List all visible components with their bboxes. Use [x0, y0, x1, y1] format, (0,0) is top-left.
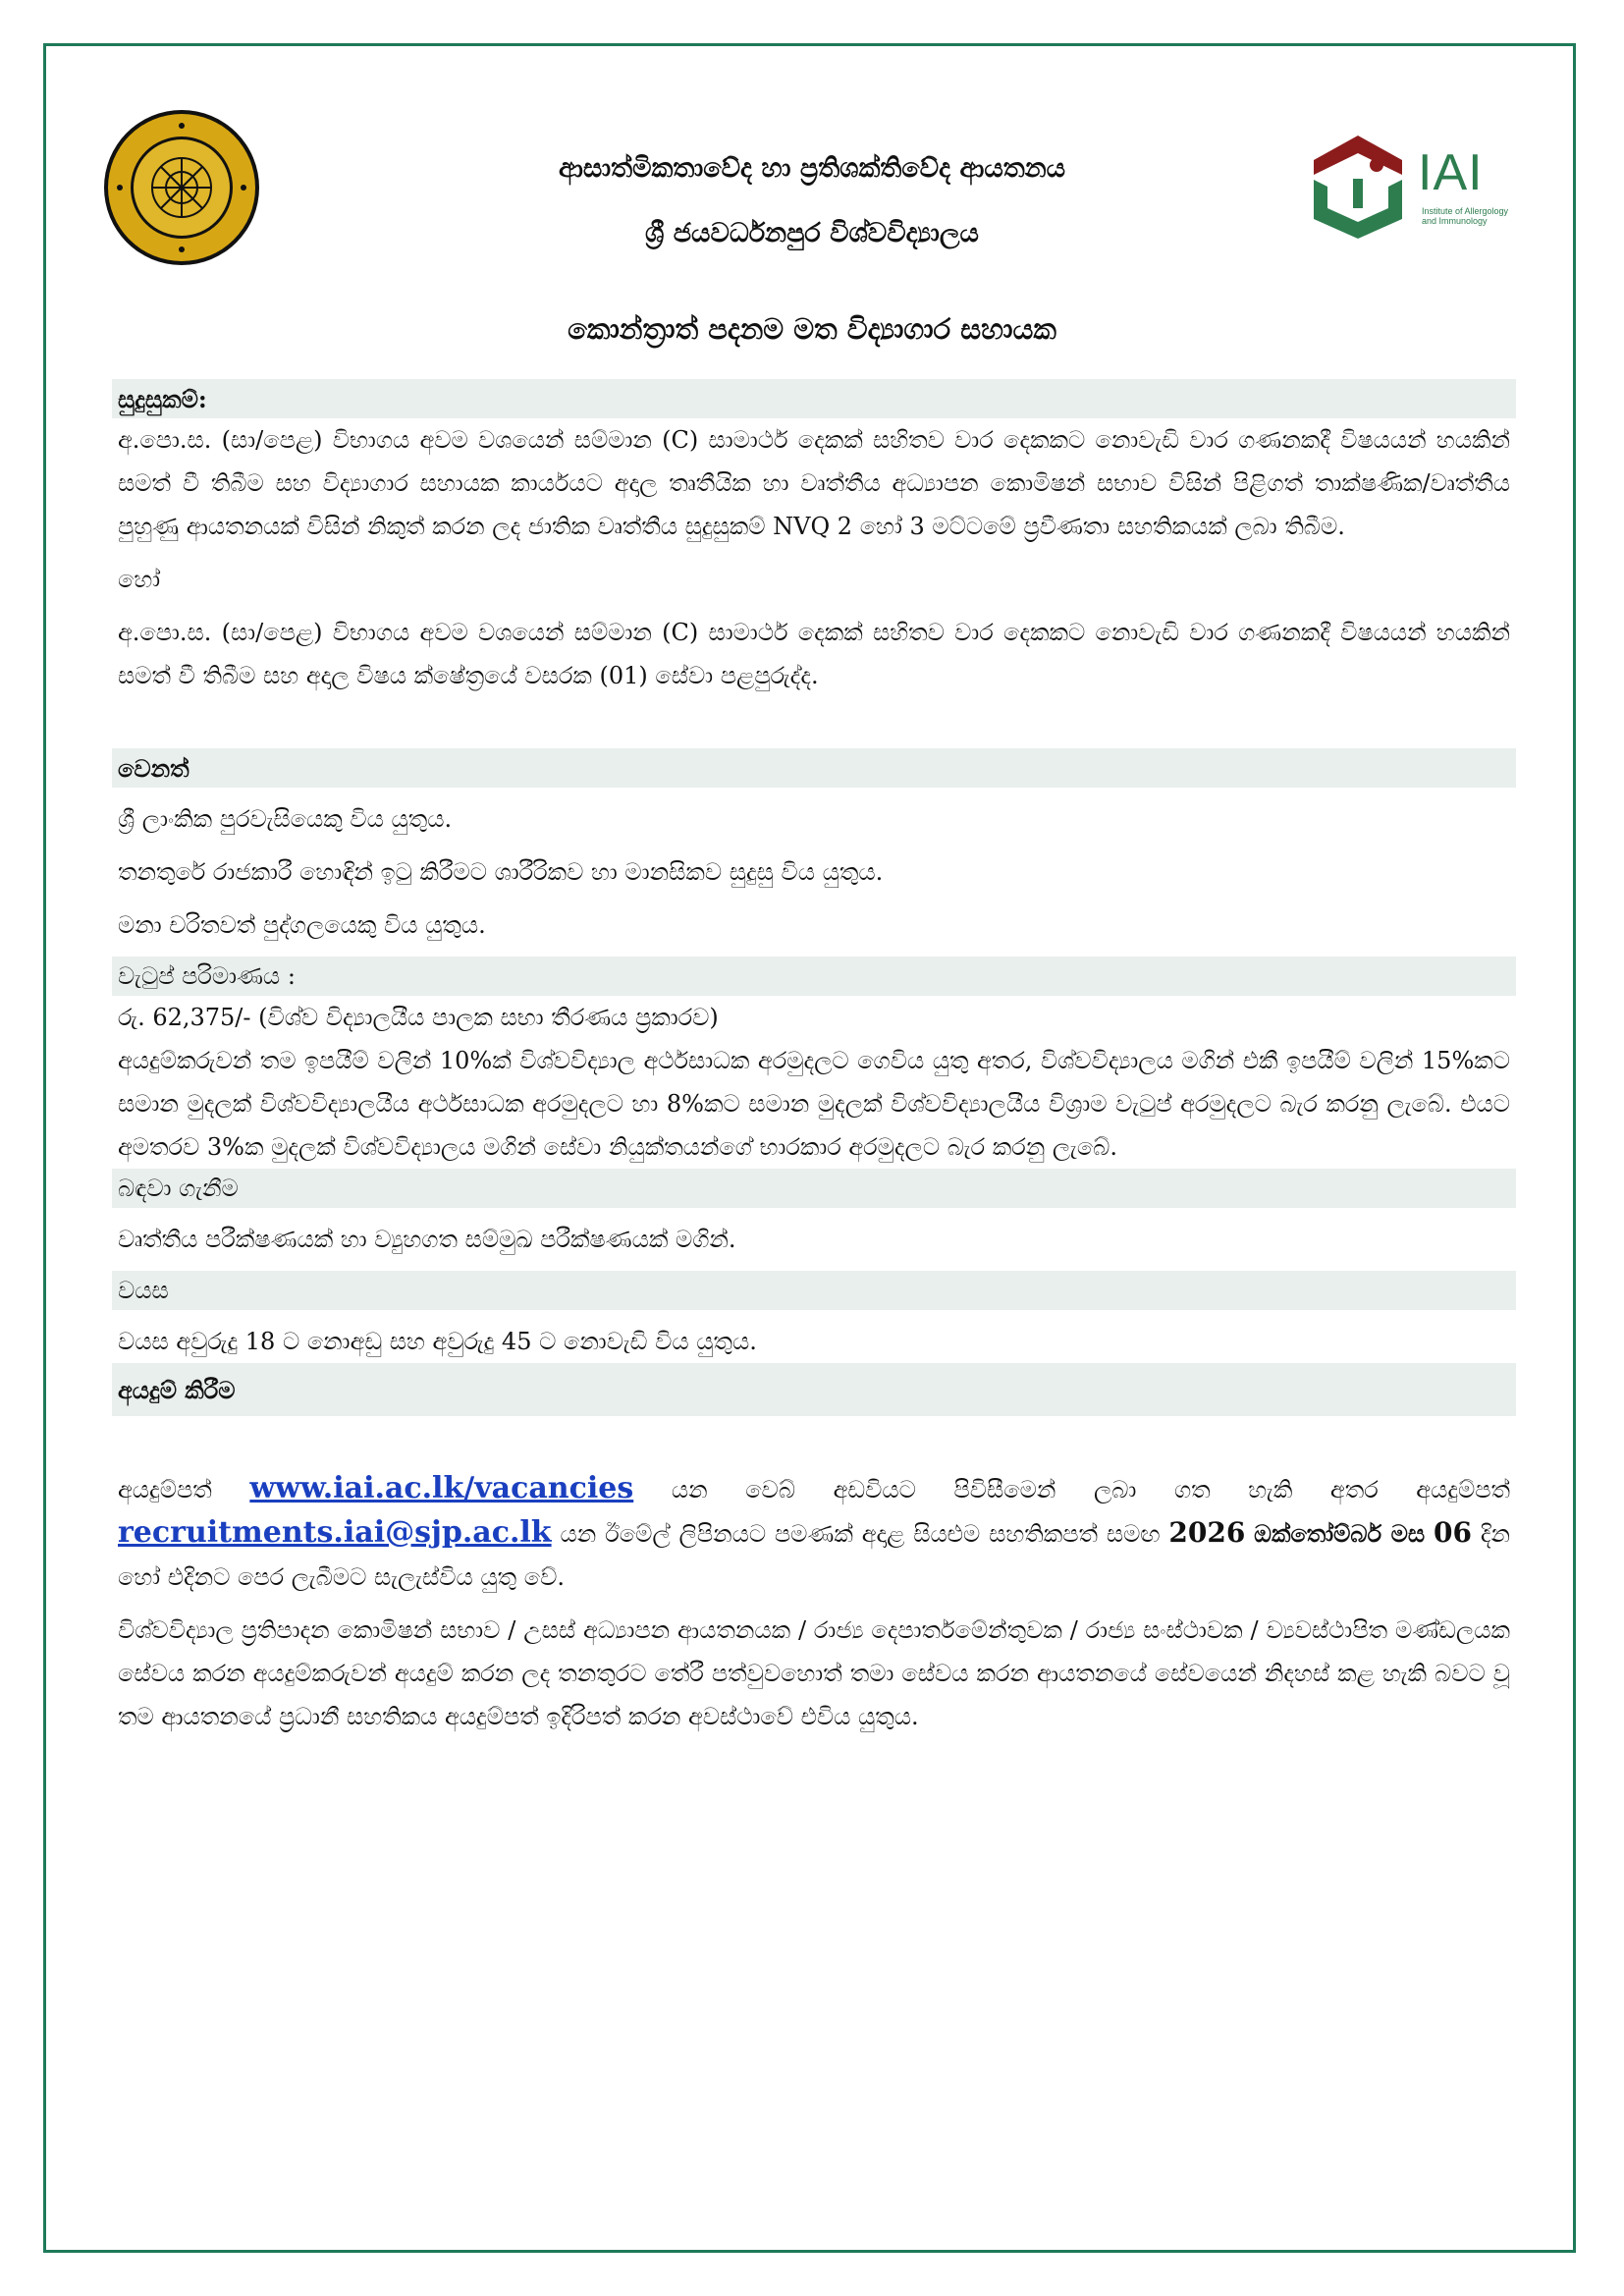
- qualifications-para-2: අ.පො.ස. (සා/පෙළ) විභාගය අවම වශයෙන් සම්මාන (C) සාමාර්ථ දෙකක් සහිතව වාර දෙකකට නොවැඩි වාර ගණනකදී විෂයයන් හයකින් සමත් වී තිබීම සහ අදාල විෂය ක්ෂේත්‍රයේ වසරක (01) සේවා පළපුරුද්ද.: [118, 619, 1510, 689]
- email-link[interactable]: recruitments.iai@sjp.ac.lk: [118, 1515, 552, 1550]
- closing-year: 2026: [1168, 1516, 1246, 1549]
- other-item: තනතුරේ රාජකාරී හොඳින් ඉටු කිරීමට ශාරීරිකව හා මානසිකව සුදුසු විය යුතුය.: [118, 858, 884, 886]
- recruitment-text: වෘත්තීය පරීක්ෂණයක් හා ව්‍යුහගත සම්මුඛ පරීක්ෂණයක් මගින්.: [118, 1226, 736, 1253]
- qualifications-para-1: අ.පො.ස. (සා/පෙළ) විභාගය අවම වශයෙන් සම්මාන (C) සාමාර්ථ දෙකක් සහිතව වාර දෙකකට නොවැඩි වාර ගණනකදී විෂයයන් හයකින් සමත් වී තිබීම සහ විද්‍යාගාර සහායක කාර්යයට අදාල තෘතීයික හා වෘත්තීය අධ්‍යාපන කොමිෂන් සභාව විසින් පිළිගත් තාක්ෂණික/වෘත්තීය පුහුණු ආයතනයක් විසින් නිකුත් කරන ලද ජාතික වෘත්තීය සුදුසුකම් NVQ 2 හෝ 3 මට්ටමේ ප්‍රවීණතා සහතිකයක් ලබා තිබීම.: [118, 426, 1510, 540]
- apply-heading: අයදුම් කිරීම: [112, 1363, 1516, 1416]
- age-heading: වයස: [112, 1271, 1516, 1310]
- advert-content: [112, 379, 1516, 1738]
- iai-logo-subtext: Institute of Allergology and Immunology: [1422, 206, 1509, 226]
- qualifications-or: හෝ: [118, 566, 161, 593]
- age-text: වයස අවුරුදු 18 ට නොඅඩු සහ අවුරුදු 45 ට නොවැඩි විය යුතුය.: [118, 1328, 757, 1355]
- apply-after-email: යන ඊමේල් ලිපිනයට පමණක් අදාළ සියළුම සහතිකපත් සමඟ: [560, 1520, 1161, 1548]
- qualifications-heading: සුදුසුකම්:: [112, 379, 1516, 418]
- university-name: ශ්‍රී ජයවර්ධනපුර විශ්වවිද්‍යාලය: [645, 218, 979, 248]
- institute-name: ආසාත්මිකතාවේද හා ප්‍රතිශක්තිවේද ආයතනය: [558, 153, 1066, 184]
- salary-amount: රු. 62,375/- (විශ්ව විද්‍යාලයීය පාලක සභා තීරණය ප්‍රකාරව): [118, 1004, 719, 1031]
- recruitment-heading: බඳවා ගැනීම: [112, 1169, 1516, 1208]
- iai-logo: [1304, 126, 1520, 239]
- other-heading: වෙනත්: [112, 748, 1516, 788]
- salary-details: අයදුම්කරුවන් තම ඉපයීම් වලින් 10%ක් විශ්වවිද්‍යාල අර්ථසාධක අරමුදලට ගෙවිය යුතු අතර, විශ්වවිද්‍යාලය මගින් එකී ඉපයීම් වලින් 15%කට සමාන මුදලක් විශ්වවිද්‍යාලයීය අර්ථසාධක අරමුදලට හා 8%කට සමාන මුදලක් විශ්වවිද්‍යාලයීය විශ්‍රාම වැටුප් අරමුදලට බැර කරනු ලැබේ. එයට අමතරව 3%ක මුදලක් විශ්වවිද්‍යාලය මගින් සේවා නියුක්තයන්ගේ භාරකාර අරමුදලට බැර කරනු ලැබේ.: [118, 1047, 1510, 1161]
- iai-logo-text: IAI: [1418, 144, 1484, 201]
- other-item: ශ්‍රී ලාංකික පුරවැසියෙකු විය යුතුය.: [118, 805, 453, 833]
- salary-heading: වැටුප් පරිමාණය :: [112, 957, 1516, 996]
- apply-mid: යන වෙබ් අඩවියට පිවිසීමෙන් ලබා ගත හැකි අතර අයදුම්පත්: [671, 1476, 1510, 1503]
- closing-month: ඔක්තෝම්බර් මස: [1254, 1519, 1426, 1548]
- closing-day: 06: [1434, 1516, 1472, 1549]
- apply-closing: දින හෝ එදිනට පෙර ලැබීමට සැලැස්විය යුතු වේ.: [118, 1520, 1510, 1591]
- apply-prefix: අයදුම්පත්: [118, 1476, 212, 1503]
- post-title: කොන්ත්‍රාත් පදනම මත විද්‍යාගාර සහායක: [568, 312, 1056, 346]
- apply-instructions: [112, 1467, 1516, 1599]
- university-seal-icon: [102, 108, 261, 267]
- vacancies-link[interactable]: www.iai.ac.lk/vacancies: [249, 1471, 634, 1505]
- apply-note: විශ්වවිද්‍යාල ප්‍රතිපාදන කොමිෂන් සභාව / උසස් අධ්‍යාපන ආයතනයක / රාජ්‍ය දෙපාර්තමේන්තුවක / රාජ්‍ය සංස්ථාවක / ව්‍යවස්ථාපිත මණ්ඩලයක සේවය කරන අයදුම්කරුවන් අයදුම් කරන ලද තනතුරට තේරී පත්වුවහොත් තමා සේවය කරන ආයතනයේ සේවයෙන් නිදහස් කළ හැකි බවට වූ තම ආයතනයේ ප්‍රධානී සහතිකය අයදුම්පත් ඉදිරිපත් කරන අවස්ථාවේ එවිය යුතුය.: [118, 1616, 1510, 1730]
- other-item: මනා චරිතවත් පුද්ගලයෙකු විය යුතුය.: [118, 911, 486, 939]
